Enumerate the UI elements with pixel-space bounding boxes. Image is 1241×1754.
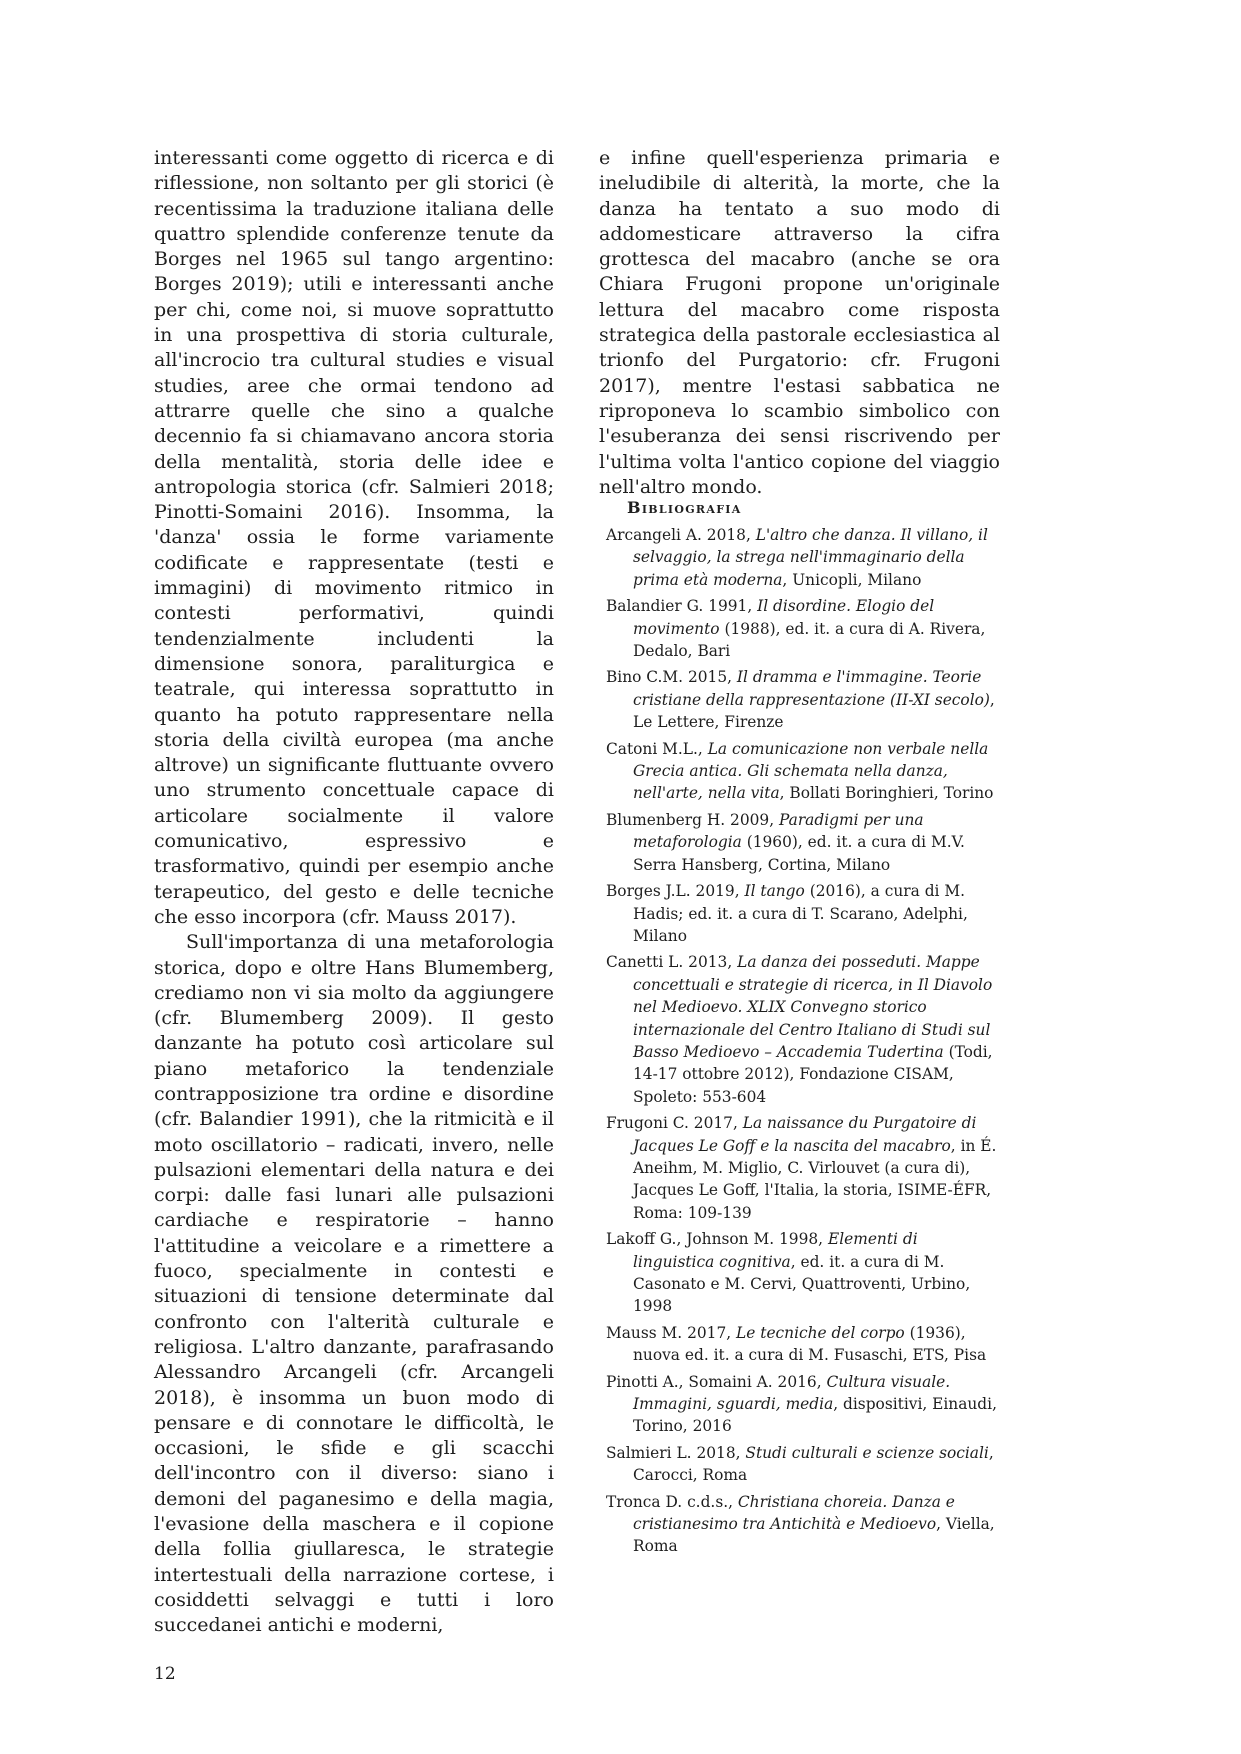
- entry-author: Blumenberg H. 2009,: [606, 810, 779, 829]
- bibliography-entry: [606, 524, 1000, 591]
- entry-author: Catoni M.L.,: [606, 739, 708, 758]
- entry-title: Paradigmi per una metaforologia: [633, 810, 924, 852]
- bibliography-entry: [606, 951, 1000, 1108]
- entry-publication: (1960), ed. it. a cura di M.V. Serra Hansberg, Cortina, Milano: [633, 833, 965, 874]
- entry-title: L'altro che danza. Il villano, il selvaggio, la strega nell'immaginario della prima età moderna: [633, 526, 988, 589]
- body-paragraph-2: Sull'importanza di una metaforologia storica, dopo e oltre Hans Blumemberg, crediamo non vi sia molto da aggiungere (cfr. Blumemberg 2009). Il gesto danzante ha potuto così articolare sul piano metaforico la tendenziale contrapposizione tra ordine e disordine (cfr. Balandier 1991), che la ritmicità e il moto oscillatorio – radicati, invero, nelle pulsazioni elementari della natura e dei corpi: dalle fasi lunari alle pulsazioni cardiache e respiratorie – hanno l'attitudine a veicolare e a rimettere a fuoco, specialmente in contesti e situazioni di tensione determinate dal confronto con l'alterità culturale e religiosa. L'altro danzante, parafrasando Alessandro Arcangeli (cfr. Arcangeli 2018), è insomma un buon modo di pensare e di connotare le difficoltà, le occasioni, le sfide e gli scacchi dell'incontro con il diverso: siano i demoni del paganesimo e della magia, l'evasione della maschera e il copione della follia giullaresca, le strategie intertestuali della narrazione cortese, i cosiddetti selvaggi e tutti i loro succedanei antichi e moderni,: [154, 931, 554, 1637]
- entry-title: Elementi di linguistica cognitiva: [633, 1230, 918, 1271]
- entry-author: Borges J.L. 2019,: [606, 882, 745, 901]
- entry-title: Christiana choreia. Danza e cristianesimo tra Antichità e Medioevo: [633, 1492, 955, 1534]
- entry-author: Bino C.M. 2015,: [606, 668, 737, 687]
- entry-author: Pinotti A., Somaini A. 2016,: [606, 1372, 827, 1391]
- entry-title: Il disordine. Elogio del movimento: [633, 597, 935, 638]
- entry-author: Canetti L. 2013,: [606, 953, 738, 972]
- page-number: 12: [154, 1664, 176, 1684]
- left-text-column: [154, 146, 554, 1639]
- entry-title: Le tecniche del corpo: [736, 1323, 905, 1342]
- entry-title: Il dramma e l'immagine. Teorie cristiane della rappresentazione (II-XI secolo): [633, 668, 990, 709]
- body-paragraph-3: e infine quell'esperienza primaria e ineludibile di alterità, la morte, che la danza ha tentato a suo modo di addomesticare attraverso la cifra grottesca del macabro (anche se ora Chiara Frugoni propone un'originale lettura del macabro come risposta strategica della pastorale ecclesiastica al trionfo del Purgatorio: cfr. Frugoni 2017), mentre l'estasi sabbatica ne riproponeva lo scambio simbolico con l'esuberanza dei sensi riscrivendo per l'ultima volta l'antico copione del viaggio nell'altro mondo.: [599, 147, 1000, 498]
- entry-publication: , dispositivi, Einaudi, Torino, 2016: [633, 1395, 997, 1436]
- entry-publication: , in É. Aneihm, M. Miglio, C. Virlouvet (a cura di), Jacques Le Goff, l'Italia, la storia, ISIME-ÉFR, Roma: 109-139: [633, 1136, 997, 1222]
- entry-publication: (Todi, 14-17 ottobre 2012), Fondazione CISAM, Spoleto: 553-604: [633, 1042, 993, 1106]
- entry-title: La danza dei posseduti. Mappe concettuali e strategie di ricerca, in Il Diavolo nel Medioevo. XLIX Convegno storico internazionale del Centro Italiano di Studi sul Basso Medioevo – Accademia Tudertina: [633, 953, 993, 1061]
- body-paragraph-1: interessanti come oggetto di ricerca e di riflessione, non soltanto per gli storici (è recentissima la traduzione italiana delle quattro splendide conferenze tenute da Borges nel 1965 sul tango argentino: Borges 2019); utili e interessanti anche per chi, come noi, si muove soprattutto in una prospettiva di storia culturale, all'incrocio tra cultural studies e visual studies, aree che ormai tendono ad attrarre quelle che sino a qualche decennio fa si chiamavano ancora storia della mentalità, storia delle idee e antropologia storica (cfr. Salmieri 2018; Pinotti-Somaini 2016). Insomma, la 'danza' ossia le forme variamente codificate e rappresentate (testi e immagini) di movimento ritmico in contesti performativi, quindi tendenzialmente includenti la dimensione sonora, paraliturgica e teatrale, qui interessa soprattutto in quanto ha potuto rappresentare nella storia della civiltà europea (ma anche altrove) un significante fluttuante ovvero uno strumento concettuale capace di articolare socialmente il valore comunicativo, espressivo e trasformativo, quindi per esempio anche terapeutico, del gesto e delle tecniche che esso incorpora (cfr. Mauss 2017).: [154, 147, 554, 928]
- entry-author: Arcangeli A. 2018,: [606, 526, 756, 544]
- bibliography-entry: [606, 1228, 1000, 1318]
- entry-title: Studi culturali e scienze sociali: [745, 1443, 989, 1462]
- bibliography-entry: [606, 1112, 1000, 1224]
- entry-publication: , Bollati Boringhieri, Torino: [779, 784, 994, 803]
- entry-title: La comunicazione non verbale nella Grecia antica. Gli schemata nella danza, nell'arte, nella vita: [633, 739, 989, 803]
- entry-publication: , Le Lettere, Firenze: [633, 690, 995, 732]
- bibliography-entry: [606, 880, 1000, 947]
- bibliography-entry: [606, 1491, 1000, 1558]
- bibliography-entry: [606, 666, 1000, 733]
- right-text-column: [599, 146, 1000, 500]
- entry-author: Balandier G. 1991,: [606, 597, 758, 616]
- entry-author: Mauss M. 2017,: [606, 1323, 737, 1342]
- entry-publication: , Viella, Roma: [633, 1515, 995, 1556]
- entry-publication: (1988), ed. it. a cura di A. Rivera, Dedalo, Bari: [633, 619, 986, 661]
- entry-publication: (1936), nuova ed. it. a cura di M. Fusaschi, ETS, Pisa: [633, 1323, 987, 1365]
- entry-publication: , Carocci, Roma: [633, 1443, 994, 1485]
- entry-title: Il tango: [744, 882, 805, 901]
- bibliography-list: [606, 524, 1000, 1562]
- entry-title: Cultura visuale. Immagini, sguardi, media: [633, 1372, 951, 1414]
- entry-publication: , ed. it. a cura di M. Casonato e M. Cervi, Quattroventi, Urbino, 1998: [633, 1252, 971, 1316]
- bibliography-entry: [606, 738, 1000, 805]
- bibliography-entry: [606, 1442, 1000, 1487]
- entry-title: La naissance du Purgatoire di Jacques Le Goff e la nascita del macabro: [633, 1114, 977, 1155]
- entry-author: Salmieri L. 2018,: [606, 1443, 746, 1462]
- bibliography-entry: [606, 809, 1000, 876]
- entry-author: Lakoff G., Johnson M. 1998,: [606, 1230, 828, 1249]
- bibliography-heading: Bibliografia: [627, 498, 742, 517]
- entry-publication: (2016), a cura di M. Hadis; ed. it. a cura di T. Scarano, Adelphi, Milano: [633, 882, 968, 945]
- bibliography-entry: [606, 1322, 1000, 1367]
- entry-author: Frugoni C. 2017,: [606, 1114, 743, 1133]
- entry-publication: , Unicopli, Milano: [782, 570, 922, 589]
- entry-author: Tronca D. c.d.s.,: [606, 1492, 738, 1511]
- bibliography-entry: [606, 595, 1000, 662]
- bibliography-entry: [606, 1371, 1000, 1438]
